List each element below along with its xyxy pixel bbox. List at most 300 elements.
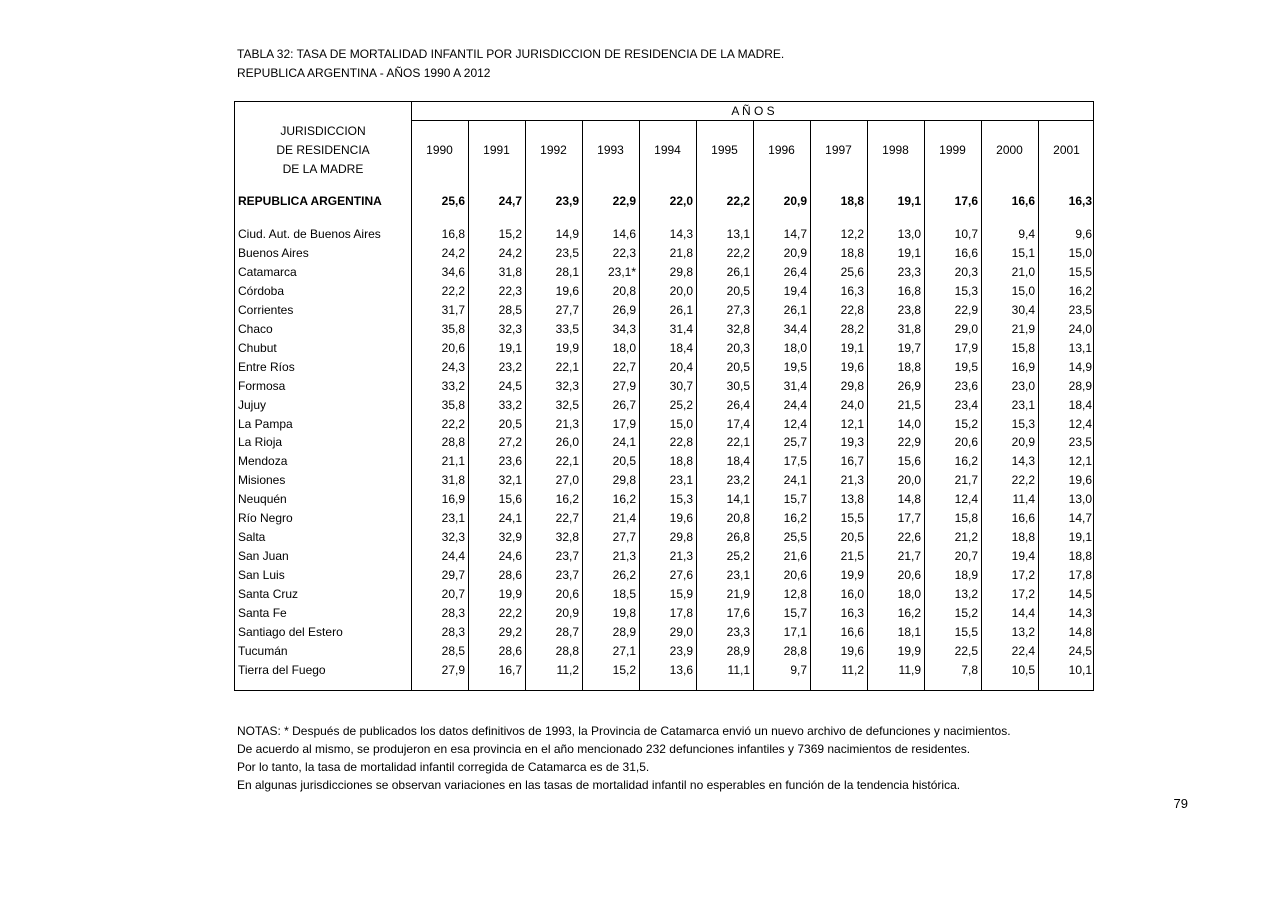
rate-value: 28,5	[498, 302, 522, 317]
rate-value: 17,9	[612, 416, 636, 431]
rate-value: 23,6	[498, 454, 522, 469]
mortality-table	[234, 101, 1094, 691]
rate-value: 12,4	[783, 416, 807, 431]
rate-value: 21,3	[669, 549, 693, 564]
rate-value: 22,8	[840, 302, 864, 317]
rate-value: 19,1	[498, 340, 522, 355]
rate-value: 23,1	[441, 511, 465, 526]
rate-value: 10,1	[1068, 662, 1092, 677]
rate-value: 32,8	[555, 530, 579, 545]
note-line: Por lo tanto, la tasa de mortalidad infantil corregida de Catamarca es de 31,5.	[237, 760, 650, 774]
rate-value: 15,8	[1011, 340, 1035, 355]
rate-value: 27,2	[498, 435, 522, 450]
total-value: 22,0	[669, 194, 693, 208]
rate-value: 23,3	[897, 264, 921, 279]
years-header: A Ñ O S	[731, 104, 775, 118]
rate-value: 12,4	[954, 492, 978, 507]
rate-value: 10,5	[1011, 662, 1035, 677]
rate-value: 24,1	[783, 473, 807, 488]
rate-value: 25,6	[840, 264, 864, 279]
rate-value: 20,9	[555, 606, 579, 620]
rate-value: 18,4	[726, 454, 750, 469]
rate-value: 15,1	[1011, 245, 1035, 260]
rate-value: 15,3	[954, 283, 978, 298]
rate-value: 24,4	[441, 549, 465, 564]
rate-value: 20,6	[954, 435, 978, 450]
rate-value: 14,9	[555, 227, 579, 241]
rate-value: 22,1	[555, 454, 579, 469]
total-value: 25,6	[441, 194, 465, 208]
rate-value: 18,0	[783, 340, 807, 355]
rate-value: 28,8	[441, 435, 465, 450]
rate-value: 19,5	[954, 359, 978, 374]
rate-value: 16,3	[840, 283, 864, 298]
rate-value: 23,5	[555, 245, 579, 260]
jurisdiction-name: Chaco	[238, 321, 273, 336]
rate-value: 19,6	[555, 283, 579, 298]
rate-value: 23,1	[669, 473, 693, 488]
rate-value: 18,5	[612, 587, 636, 602]
rate-value: 17,2	[1011, 568, 1035, 583]
rate-value: 14,3	[1068, 606, 1092, 620]
rate-value: 24,1	[498, 511, 522, 526]
rate-value: 15,0	[1011, 283, 1035, 298]
total-value: 18,8	[840, 194, 864, 208]
rate-value: 12,1	[840, 416, 864, 431]
rate-value: 29,8	[669, 264, 693, 279]
year-header: 2000	[996, 143, 1023, 157]
rate-value: 14,1	[726, 492, 750, 507]
rate-value: 24,1	[612, 435, 636, 450]
jurisdiction-name: Entre Ríos	[238, 359, 295, 374]
rate-value: 15,5	[954, 624, 978, 639]
rate-value: 23,1	[726, 568, 750, 583]
rate-value: 15,2	[954, 416, 978, 431]
rate-value: 21,3	[612, 549, 636, 564]
rate-value: 33,2	[441, 378, 465, 393]
rate-value: 15,9	[669, 587, 693, 602]
rate-value: 18,8	[1068, 549, 1092, 564]
jurisdiction-name: San Luis	[238, 568, 285, 583]
year-header: 1998	[882, 143, 909, 157]
rate-value: 20,8	[612, 283, 636, 298]
rate-value: 18,8	[897, 359, 921, 374]
year-header: 1992	[540, 143, 567, 157]
rate-value: 27,3	[726, 302, 750, 317]
rate-value: 14,7	[1068, 511, 1092, 526]
rate-value: 19,8	[612, 606, 636, 620]
rate-value: 19,6	[1068, 473, 1092, 488]
rate-value: 21,9	[1011, 321, 1035, 336]
jurisdiction-name: Ciud. Aut. de Buenos Aires	[238, 227, 381, 241]
rate-value: 23,7	[555, 568, 579, 583]
rate-value: 21,3	[555, 416, 579, 431]
rate-value: 28,8	[555, 643, 579, 658]
rate-value: 22,9	[954, 302, 978, 317]
rate-value: 16,8	[441, 227, 465, 241]
rate-value: 20,5	[726, 359, 750, 374]
rate-value: 29,2	[498, 624, 522, 639]
rate-value: 19,9	[840, 568, 864, 583]
rate-value: 19,6	[669, 511, 693, 526]
rate-value: 21,1	[441, 454, 465, 469]
rate-value: 28,2	[840, 321, 864, 336]
rate-value: 28,7	[555, 624, 579, 639]
rate-value: 20,4	[669, 359, 693, 374]
rate-value: 32,3	[555, 378, 579, 393]
rate-value: 26,4	[726, 397, 750, 412]
total-value: 20,9	[783, 194, 807, 208]
rate-value: 28,5	[441, 643, 465, 658]
rate-value: 22,2	[441, 283, 465, 298]
year-header: 1993	[597, 143, 624, 157]
rate-value: 28,1	[555, 264, 579, 279]
year-header: 1990	[426, 143, 453, 157]
rate-value: 23,2	[498, 359, 522, 374]
rate-value: 24,2	[441, 245, 465, 260]
rate-value: 16,6	[954, 245, 978, 260]
rate-value: 12,8	[783, 587, 807, 602]
jurisdiction-name: Santa Cruz	[238, 587, 299, 602]
rate-value: 17,7	[897, 511, 921, 526]
rate-value: 25,5	[783, 530, 807, 545]
rate-value: 25,2	[726, 549, 750, 564]
rate-value: 15,6	[498, 492, 522, 507]
rate-value: 24,5	[498, 378, 522, 393]
rate-value: 29,7	[441, 568, 465, 583]
note-line: De acuerdo al mismo, se produjeron en esa provincia en el año mencionado 232 defunciones infantiles y 7369 nacimientos de residentes.	[237, 742, 971, 756]
rate-value: 16,7	[498, 662, 522, 677]
rate-value: 31,8	[498, 264, 522, 279]
rate-value: 23,3	[726, 624, 750, 639]
rate-value: 18,0	[612, 340, 636, 355]
rate-value: 28,3	[441, 606, 465, 620]
page-number: 79	[1173, 796, 1188, 811]
rate-value: 19,4	[1011, 549, 1035, 564]
year-header: 1996	[768, 143, 795, 157]
rate-value: 21,2	[954, 530, 978, 545]
rate-value: 27,7	[555, 302, 579, 317]
year-header: 1999	[939, 143, 966, 157]
rate-value: 22,7	[612, 359, 636, 374]
rate-value: 15,3	[669, 492, 693, 507]
rate-value: 18,0	[897, 587, 921, 602]
rate-value: 20,3	[954, 264, 978, 279]
rate-value: 9,4	[1018, 227, 1035, 241]
rate-value: 18,4	[669, 340, 693, 355]
note-line: En algunas jurisdicciones se observan variaciones en las tasas de mortalidad infantil no esperables en función de la tendencia histórica.	[237, 778, 961, 792]
rate-value: 26,8	[726, 530, 750, 545]
jurisdiction-name: Tierra del Fuego	[238, 662, 326, 677]
rate-value: 26,0	[555, 435, 579, 450]
rate-value: 35,8	[441, 397, 465, 412]
rate-value: 16,7	[840, 454, 864, 469]
rate-value: 26,4	[783, 264, 807, 279]
rate-value: 26,7	[612, 397, 636, 412]
jurisdiction-name: San Juan	[238, 549, 289, 564]
rate-value: 20,0	[669, 283, 693, 298]
rate-value: 14,8	[897, 492, 921, 507]
jurisdiction-name: La Rioja	[238, 435, 283, 450]
total-value: 19,1	[897, 194, 921, 208]
rate-value: 28,8	[783, 643, 807, 658]
rate-value: 21,0	[1011, 264, 1035, 279]
rate-value: 19,6	[840, 643, 864, 658]
rate-value: 14,8	[1068, 624, 1092, 639]
rate-value: 7,8	[961, 662, 978, 677]
rate-value: 13,6	[669, 662, 693, 677]
rate-value: 20,5	[840, 530, 864, 545]
rate-value: 23,9	[669, 643, 693, 658]
rate-value: 22,3	[498, 283, 522, 298]
rate-value: 12,2	[840, 227, 864, 241]
rate-value: 33,5	[555, 321, 579, 336]
rate-value: 20,8	[726, 511, 750, 526]
rate-value: 15,7	[783, 492, 807, 507]
rate-value: 13,0	[897, 227, 921, 241]
rate-value: 16,0	[840, 587, 864, 602]
rate-value: 29,0	[954, 321, 978, 336]
rate-value: 19,9	[897, 643, 921, 658]
rate-value: 15,2	[954, 606, 978, 620]
rate-value: 22,2	[441, 416, 465, 431]
rate-value: 17,6	[726, 606, 750, 620]
rate-value: 16,2	[612, 492, 636, 507]
rate-value: 20,6	[555, 587, 579, 602]
jurisdiction-name: Formosa	[238, 378, 286, 393]
year-header: 1995	[711, 143, 738, 157]
jurisdiction-header: DE RESIDENCIA	[276, 143, 370, 157]
jurisdiction-name: Salta	[238, 530, 266, 545]
rate-value: 13,2	[1011, 624, 1035, 639]
rate-value: 23,8	[897, 302, 921, 317]
rate-value: 21,8	[669, 245, 693, 260]
jurisdiction-name: Neuquén	[238, 492, 287, 507]
rate-value: 19,1	[840, 340, 864, 355]
rate-value: 22,1	[555, 359, 579, 374]
rate-value: 31,8	[441, 473, 465, 488]
rate-value: 10,7	[954, 227, 978, 241]
rate-value: 20,5	[498, 416, 522, 431]
rate-value: 34,6	[441, 264, 465, 279]
rate-value: 18,8	[669, 454, 693, 469]
rate-value: 21,6	[783, 549, 807, 564]
rate-value: 23,4	[954, 397, 978, 412]
jurisdiction-header: JURISDICCION	[280, 124, 366, 138]
jurisdiction-name: Tucumán	[238, 643, 288, 658]
rate-value: 24,0	[1068, 321, 1092, 336]
jurisdiction-name: Catamarca	[238, 264, 297, 279]
rate-value: 17,4	[726, 416, 750, 431]
rate-value: 22,2	[726, 245, 750, 260]
rate-value: 19,4	[783, 283, 807, 298]
total-value: 16,3	[1068, 194, 1092, 208]
total-value: 22,2	[726, 194, 750, 208]
rate-value: 16,9	[441, 492, 465, 507]
rate-value: 19,1	[897, 245, 921, 260]
jurisdiction-name: Mendoza	[238, 454, 288, 469]
table-title: TABLA 32: TASA DE MORTALIDAD INFANTIL POR JURISDICCION DE RESIDENCIA DE LA MADRE.	[237, 47, 785, 61]
rate-value: 33,2	[498, 397, 522, 412]
rate-value: 14,0	[897, 416, 921, 431]
rate-value: 14,4	[1011, 606, 1035, 620]
rate-value: 15,5	[1068, 264, 1092, 279]
rate-value: 22,5	[954, 643, 978, 658]
rate-value: 14,7	[783, 227, 807, 241]
total-value: 24,7	[498, 194, 522, 208]
rate-value: 16,8	[897, 283, 921, 298]
rate-value: 20,5	[612, 454, 636, 469]
rate-value: 15,8	[954, 511, 978, 526]
rate-value: 19,1	[1068, 530, 1092, 545]
rate-value: 30,4	[1011, 302, 1035, 317]
rate-value: 24,0	[840, 397, 864, 412]
jurisdiction-name: Chubut	[238, 340, 277, 355]
rate-value: 32,9	[498, 530, 522, 545]
rate-value: 29,8	[669, 530, 693, 545]
rate-value: 26,9	[897, 378, 921, 393]
rate-value: 14,9	[1068, 359, 1092, 374]
rate-value: 15,5	[840, 511, 864, 526]
rate-value: 15,7	[783, 606, 807, 620]
rate-value: 17,8	[1068, 568, 1092, 583]
rate-value: 22,7	[555, 511, 579, 526]
rate-value: 24,5	[1068, 643, 1092, 658]
rate-value: 17,9	[954, 340, 978, 355]
rate-value: 21,9	[726, 587, 750, 602]
rate-value: 28,3	[441, 624, 465, 639]
rate-value: 18,8	[1011, 530, 1035, 545]
total-value: 23,9	[555, 194, 579, 208]
rate-value: 21,7	[897, 549, 921, 564]
jurisdiction-name: Santiago del Estero	[238, 624, 343, 639]
rate-value: 29,8	[612, 473, 636, 488]
rate-value: 17,2	[1011, 587, 1035, 602]
rate-value: 21,5	[897, 397, 921, 412]
rate-value: 22,9	[897, 435, 921, 450]
rate-value: 12,1	[1068, 454, 1092, 469]
rate-value: 26,1	[783, 302, 807, 317]
rate-value: 20,6	[783, 568, 807, 583]
rate-value: 15,0	[1068, 245, 1092, 260]
rate-value: 22,2	[1011, 473, 1035, 488]
rate-value: 16,2	[954, 454, 978, 469]
rate-value: 15,2	[612, 662, 636, 677]
rate-value: 15,0	[669, 416, 693, 431]
total-value: 16,6	[1011, 194, 1035, 208]
rate-value: 17,1	[783, 624, 807, 639]
rate-value: 11,1	[727, 662, 750, 677]
rate-value: 13,0	[1068, 492, 1092, 507]
rate-value: 20,9	[783, 245, 807, 260]
rate-value: 22,3	[612, 245, 636, 260]
rate-value: 11,4	[1012, 492, 1035, 507]
rate-value: 14,5	[1068, 587, 1092, 602]
rate-value: 25,2	[669, 397, 693, 412]
rate-value: 19,9	[555, 340, 579, 355]
rate-value: 32,8	[726, 321, 750, 336]
jurisdiction-name: Córdoba	[238, 283, 285, 298]
rate-value: 20,0	[897, 473, 921, 488]
rate-value: 16,9	[1011, 359, 1035, 374]
rate-value: 32,3	[441, 530, 465, 545]
note-line: NOTAS: * Después de publicados los datos definitivos de 1993, la Provincia de Catamarca envió un nuevo archivo de defunciones y nacimientos.	[237, 724, 1011, 738]
column-divider	[411, 102, 412, 690]
rate-value: 31,7	[441, 302, 465, 317]
rate-value: 28,6	[498, 643, 522, 658]
rate-value: 14,3	[669, 227, 693, 241]
rate-value: 26,1	[669, 302, 693, 317]
rate-value: 19,7	[897, 340, 921, 355]
year-header: 1997	[825, 143, 852, 157]
rate-value: 31,4	[669, 321, 693, 336]
rate-value: 11,9	[898, 662, 921, 677]
rate-value: 19,9	[498, 587, 522, 602]
rate-value: 21,7	[954, 473, 978, 488]
rate-value: 18,4	[1068, 397, 1092, 412]
rate-value: 16,3	[840, 606, 864, 620]
rate-value: 27,0	[555, 473, 579, 488]
header-divider	[411, 120, 1093, 121]
total-row-label: REPUBLICA ARGENTINA	[238, 194, 382, 208]
rate-value: 11,2	[841, 662, 864, 677]
rate-value: 24,4	[783, 397, 807, 412]
rate-value: 20,9	[1011, 435, 1035, 450]
rate-value: 20,3	[726, 340, 750, 355]
rate-value: 18,1	[897, 624, 921, 639]
jurisdiction-name: Jujuy	[238, 397, 267, 412]
rate-value: 23,2	[726, 473, 750, 488]
rate-value: 23,0	[1011, 378, 1035, 393]
rate-value: 9,6	[1075, 227, 1092, 241]
rate-value: 31,4	[783, 378, 807, 393]
rate-value: 22,8	[669, 435, 693, 450]
rate-value: 24,2	[498, 245, 522, 260]
rate-value: 16,2	[1068, 283, 1092, 298]
rate-value: 28,9	[726, 643, 750, 658]
rate-value: 20,7	[441, 587, 465, 602]
jurisdiction-name: Santa Fe	[238, 606, 287, 620]
rate-value: 27,9	[441, 662, 465, 677]
rate-value: 22,1	[726, 435, 750, 450]
jurisdiction-name: Buenos Aires	[238, 245, 309, 260]
rate-value: 15,6	[897, 454, 921, 469]
rate-value: 25,7	[783, 435, 807, 450]
jurisdiction-header: DE LA MADRE	[282, 162, 364, 176]
rate-value: 30,5	[726, 378, 750, 393]
rate-value: 28,6	[498, 568, 522, 583]
rate-value: 16,6	[1011, 511, 1035, 526]
jurisdiction-name: La Pampa	[238, 416, 293, 431]
rate-value: 32,5	[555, 397, 579, 412]
rate-value: 21,3	[840, 473, 864, 488]
rate-value: 20,6	[897, 568, 921, 583]
rate-value: 28,9	[1068, 378, 1092, 393]
rate-value: 27,7	[612, 530, 636, 545]
rate-value: 18,8	[840, 245, 864, 260]
rate-value: 17,5	[783, 454, 807, 469]
rate-value: 27,1	[612, 643, 636, 658]
total-value: 17,6	[954, 194, 978, 208]
rate-value: 19,6	[840, 359, 864, 374]
rate-value: 29,0	[669, 624, 693, 639]
rate-value: 15,2	[498, 227, 522, 241]
rate-value: 14,3	[1011, 454, 1035, 469]
rate-value: 34,4	[783, 321, 807, 336]
rate-value: 21,5	[840, 549, 864, 564]
rate-value: 16,2	[783, 511, 807, 526]
rate-value: 34,3	[612, 321, 636, 336]
